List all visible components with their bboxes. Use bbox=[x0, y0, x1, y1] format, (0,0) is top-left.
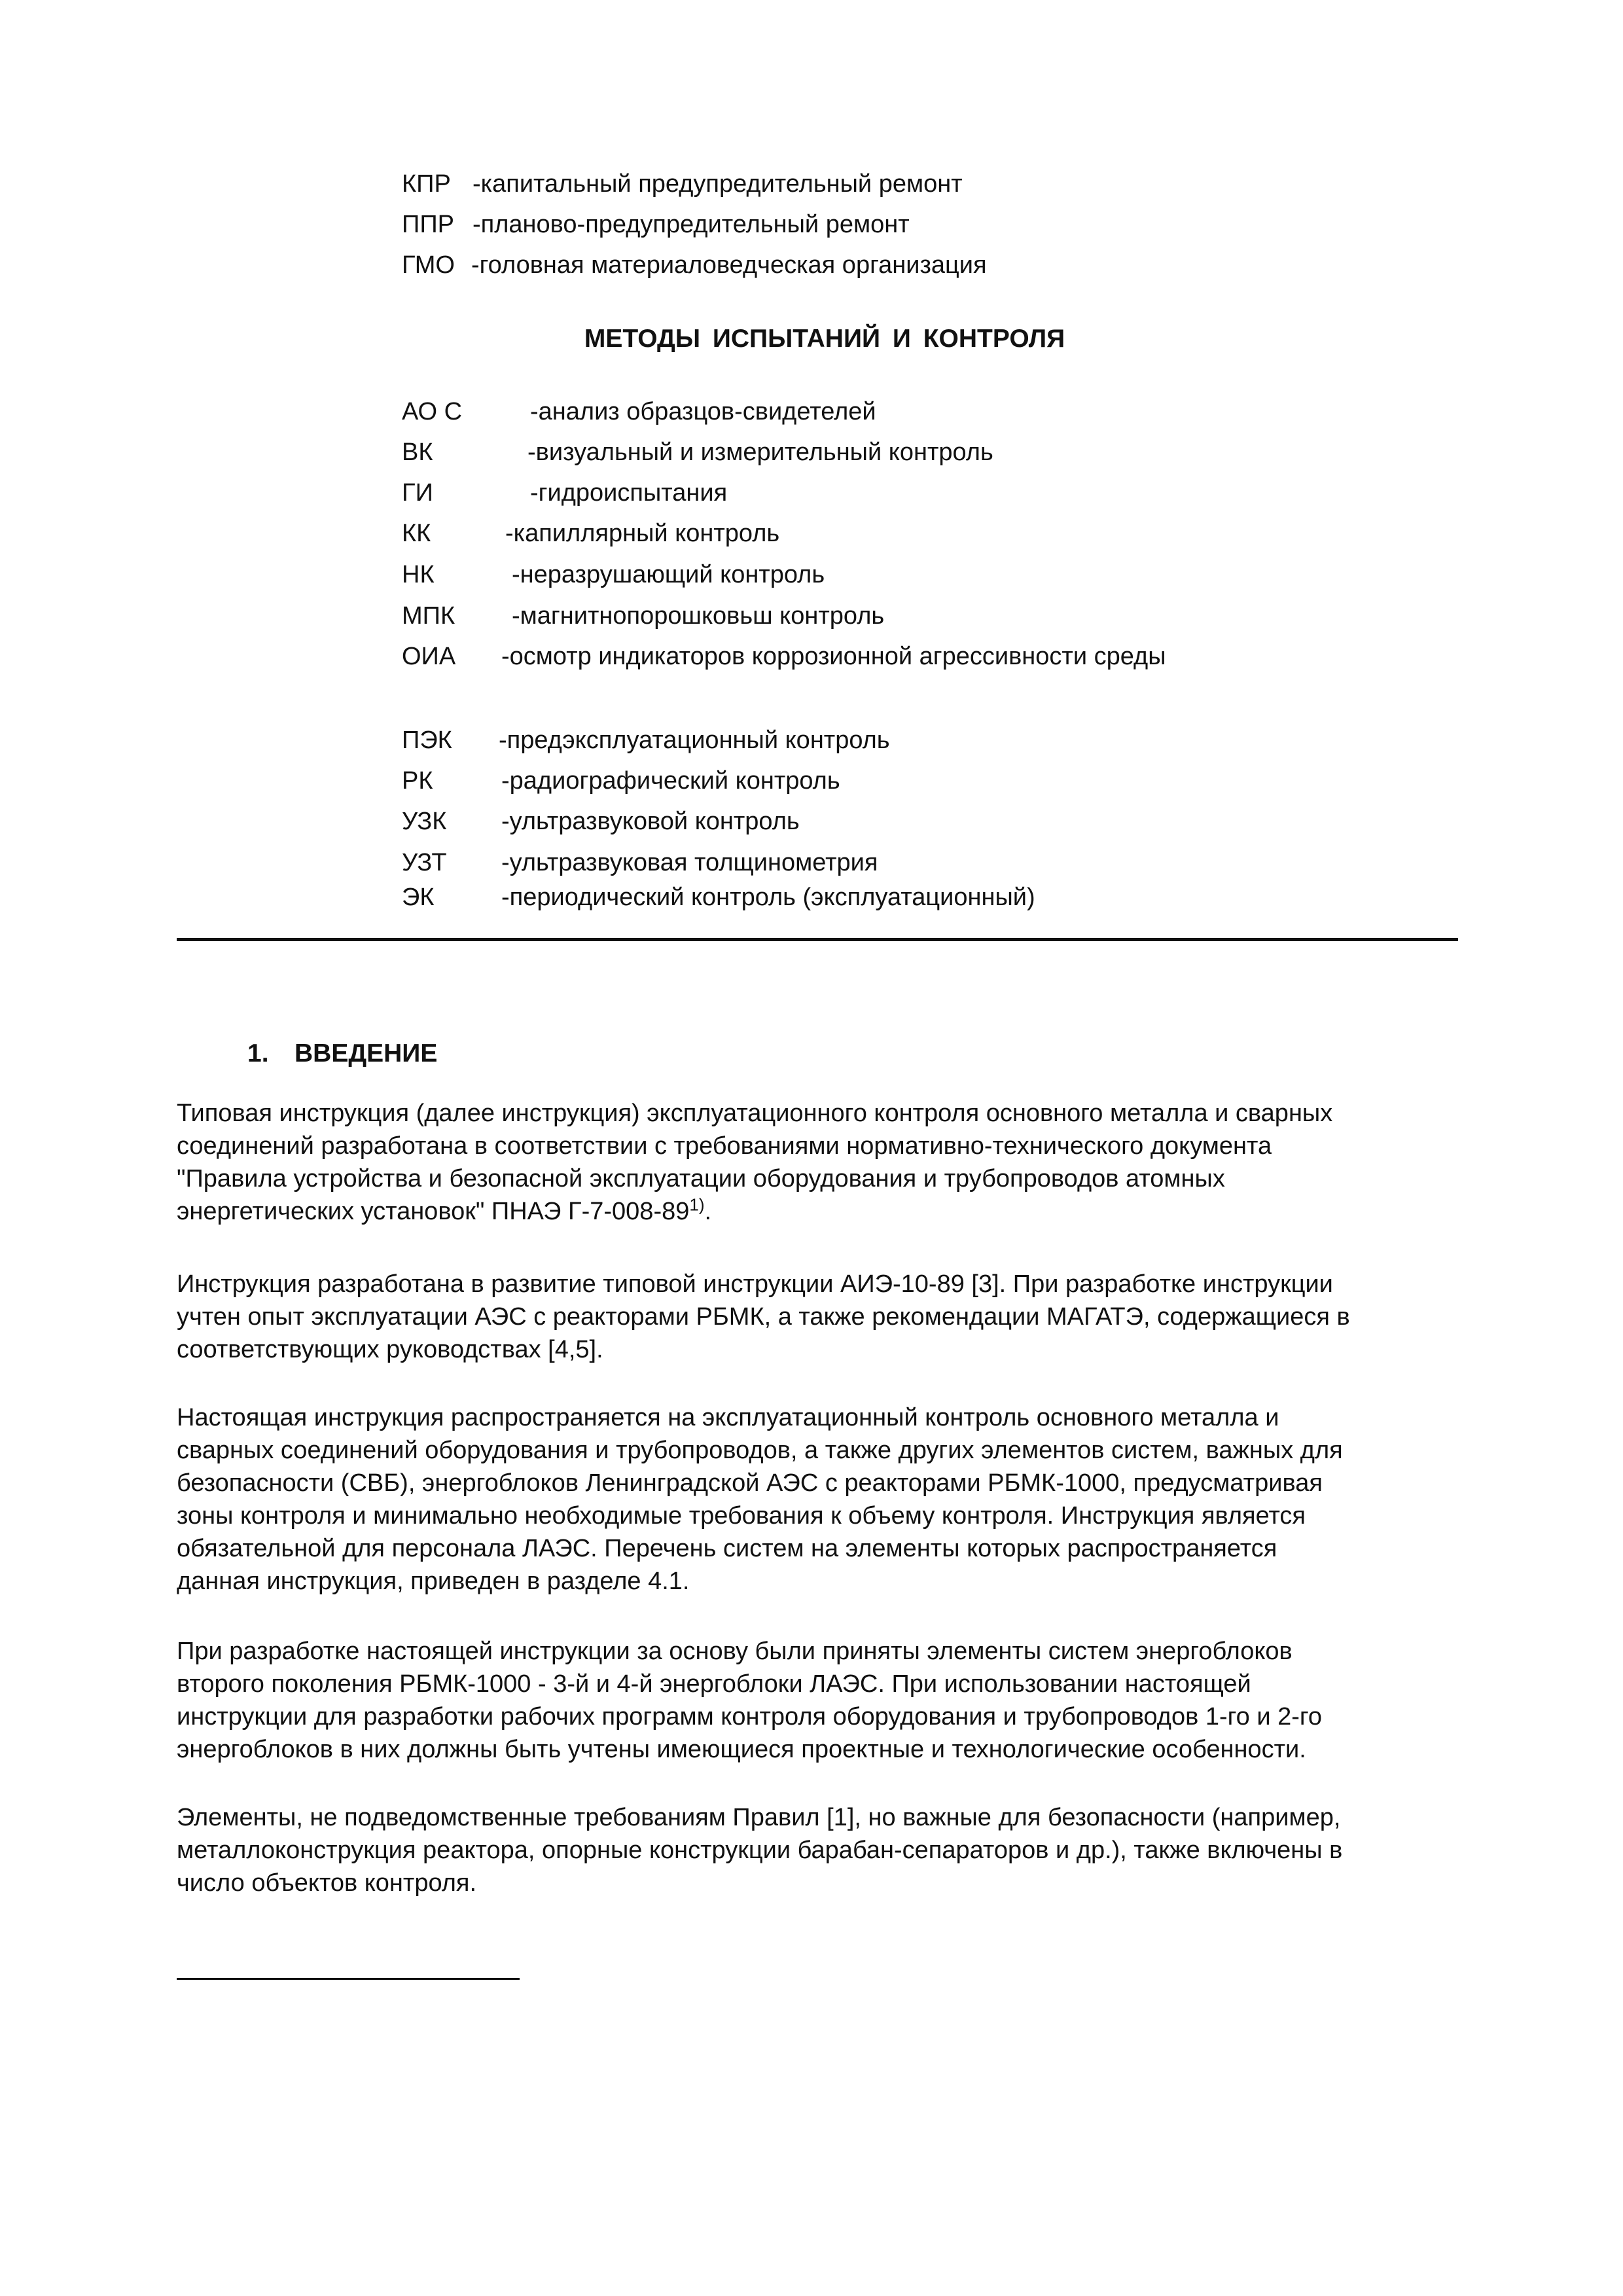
method-definition: -магнитнопорошковьш контроль bbox=[512, 602, 885, 630]
method-definition: -радиографический контроль bbox=[501, 767, 840, 795]
abbr-definition: -планово-предупредительный ремонт bbox=[473, 211, 910, 238]
method-row-uzk bbox=[402, 806, 800, 836]
abbr-definition: -капитальный предупредительный ремонт bbox=[473, 170, 963, 198]
paragraph-line-text: энергетических установок" ПНАЭ Г-7-008-89 bbox=[177, 1198, 690, 1225]
paragraph-line: соединений разработана в соответствии с требованиями нормативно-технического документа bbox=[177, 1132, 1272, 1160]
paragraph-line: При разработке настоящей инструкции за основу были приняты элементы систем энергоблоков bbox=[177, 1638, 1293, 1665]
abbr-row-gmo bbox=[402, 250, 987, 280]
paragraph-line: "Правила устройства и безопасной эксплуатации оборудования и трубопроводов атомных bbox=[177, 1165, 1225, 1193]
paragraph-line: данная инструкция, приведен в разделе 4.1. bbox=[177, 1568, 690, 1595]
paragraph-end: . bbox=[704, 1198, 712, 1225]
paragraph-line: число объектов контроля. bbox=[177, 1869, 477, 1897]
method-code: МПК bbox=[402, 602, 455, 630]
footnote-separator bbox=[177, 1978, 520, 1980]
method-row-nk bbox=[402, 560, 825, 590]
method-code: ГИ bbox=[402, 479, 433, 507]
method-row-ek bbox=[402, 882, 1035, 912]
paragraph-line: второго поколения РБМК-1000 - 3-й и 4-й энергоблоки ЛАЭС. При использовании настоящей bbox=[177, 1670, 1251, 1698]
method-code: КК bbox=[402, 520, 431, 547]
method-code: УЗК bbox=[402, 808, 447, 835]
paragraph-line: сварных соединений оборудования и трубопроводов, а также других элементов систем, важных для bbox=[177, 1437, 1343, 1464]
method-row-vk bbox=[402, 437, 993, 467]
paragraph-4 bbox=[177, 1635, 1459, 1766]
method-definition: -предэксплуатационный контроль bbox=[499, 726, 890, 754]
method-definition: -осмотр индикаторов коррозионной агрессивности среды bbox=[501, 643, 1166, 670]
paragraph-line: Настоящая инструкция распространяется на эксплуатационный контроль основного металла и bbox=[177, 1404, 1279, 1431]
abbr-definition: -головная материаловедческая организация bbox=[471, 251, 987, 279]
method-definition: -визуальный и измерительный контроль bbox=[527, 439, 993, 466]
method-definition: -периодический контроль (эксплуатационный) bbox=[501, 884, 1035, 911]
paragraph-line: Типовая инструкция (далее инструкция) эксплуатационного контроля основного металла и сварных bbox=[177, 1100, 1333, 1127]
method-code: НК bbox=[402, 561, 435, 588]
method-row-gi bbox=[402, 478, 728, 508]
footnote-reference: 1) bbox=[689, 1194, 705, 1215]
paragraph-1 bbox=[177, 1097, 1459, 1228]
paragraph-line: металлоконструкция реактора, опорные конструкции барабан-сепараторов и др.), также включены в bbox=[177, 1837, 1343, 1864]
section-title: ВВЕДЕНИЕ bbox=[294, 1039, 438, 1067]
method-definition: -ультразвуковая толщинометрия bbox=[501, 849, 878, 876]
paragraph-line: обязательной для персонала ЛАЭС. Перечень систем на элементы которых распространяется bbox=[177, 1535, 1277, 1562]
section-number: 1. bbox=[247, 1039, 269, 1067]
method-code: УЗТ bbox=[402, 849, 447, 876]
paragraph-line: соответствующих руководствах [4,5]. bbox=[177, 1336, 603, 1363]
paragraph-5 bbox=[177, 1801, 1459, 1899]
abbr-code: КПР bbox=[402, 170, 451, 198]
paragraph-line: безопасности (СВБ), энергоблоков Ленинградской АЭС с реакторами РБМК-1000, предусматривая bbox=[177, 1469, 1323, 1497]
paragraph-3 bbox=[177, 1401, 1459, 1598]
method-definition: -гидроиспытания bbox=[530, 479, 728, 507]
method-row-mpk bbox=[402, 601, 885, 631]
method-code: ПЭК bbox=[402, 726, 452, 754]
paragraph-2 bbox=[177, 1268, 1459, 1366]
method-definition: -неразрушающий контроль bbox=[512, 561, 825, 588]
method-definition: -ультразвуковой контроль bbox=[501, 808, 800, 835]
horizontal-divider bbox=[177, 938, 1458, 941]
method-definition: -анализ образцов-свидетелей bbox=[530, 398, 876, 425]
abbr-code: ППР bbox=[402, 211, 454, 238]
method-code: АО С bbox=[402, 398, 463, 425]
paragraph-line: Элементы, не подведомственные требованиям Правил [1], но важные для безопасности (например, bbox=[177, 1804, 1341, 1831]
paragraph-line: зоны контроля и минимально необходимые требования к объему контроля. Инструкция является bbox=[177, 1502, 1306, 1530]
abbr-code: ГМО bbox=[402, 251, 455, 279]
method-row-uzt bbox=[402, 848, 878, 878]
method-row-kk bbox=[402, 518, 780, 548]
paragraph-line: учтен опыт эксплуатации АЭС с реакторами РБМК, а также рекомендации МАГАТЭ, содержащиеся в bbox=[177, 1303, 1350, 1331]
paragraph-line: энергоблоков в них должны быть учтены имеющиеся проектные и технологические особенности. bbox=[177, 1736, 1306, 1763]
method-row-rk bbox=[402, 766, 840, 796]
methods-heading: МЕТОДЫ ИСПЫТАНИЙ И КОНТРОЛЯ bbox=[584, 325, 1065, 353]
method-row-oia bbox=[402, 641, 1166, 672]
method-definition: -капиллярный контроль bbox=[505, 520, 780, 547]
method-row-pek bbox=[402, 725, 890, 755]
abbr-row-ppr bbox=[402, 209, 910, 240]
abbr-row-kpr bbox=[402, 169, 963, 199]
paragraph-line: Инструкция разработана в развитие типовой инструкции АИЭ-10-89 [3]. При разработке инструкции bbox=[177, 1270, 1333, 1298]
section-heading bbox=[247, 1039, 437, 1068]
method-code: РК bbox=[402, 767, 433, 795]
method-code: ЭК bbox=[402, 884, 435, 911]
paragraph-line: инструкции для разработки рабочих программ контроля оборудования и трубопроводов 1-го и 2-го bbox=[177, 1703, 1323, 1731]
paragraph-line-last bbox=[177, 1195, 1459, 1228]
method-code: ОИА bbox=[402, 643, 456, 670]
method-row-aos bbox=[402, 397, 876, 427]
method-code: ВК bbox=[402, 439, 433, 466]
